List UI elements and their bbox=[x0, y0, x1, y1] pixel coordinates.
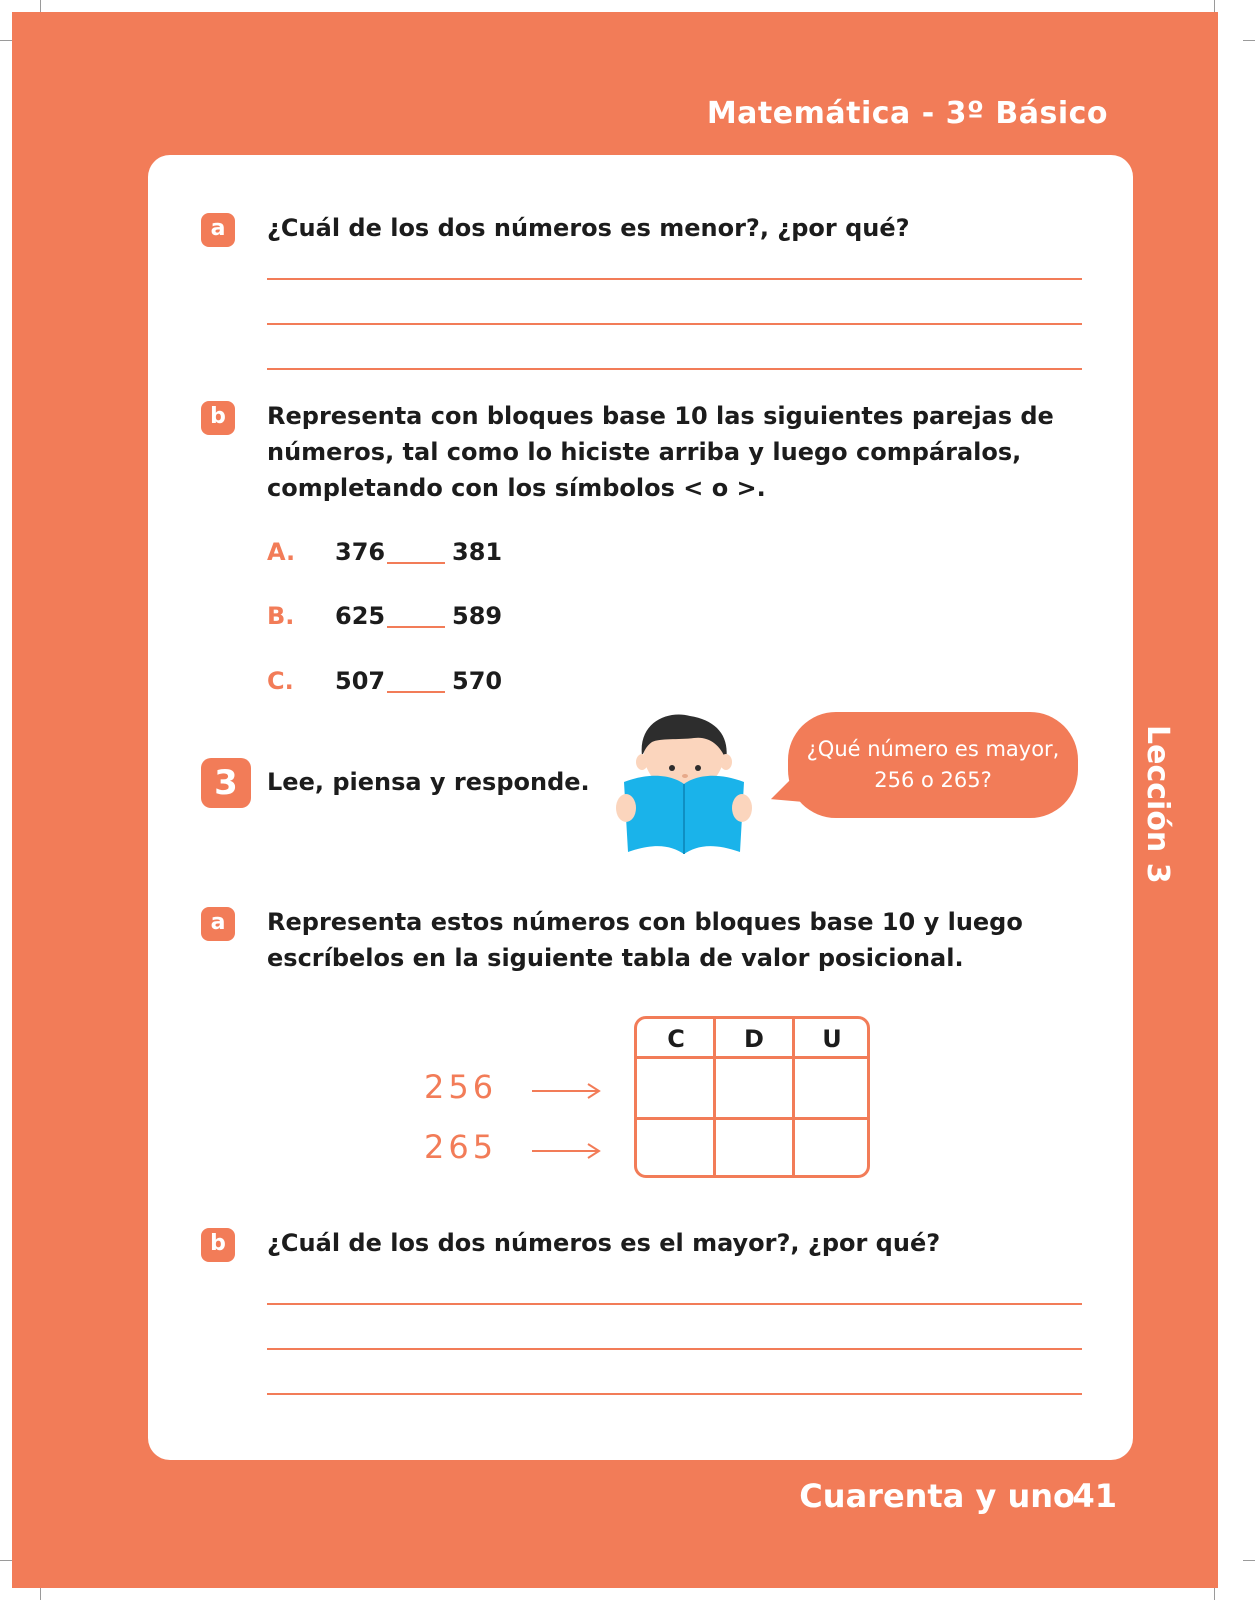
bubble-text-line1: ¿Qué número es mayor, bbox=[806, 737, 1060, 761]
option-left-number: 507 bbox=[335, 667, 386, 695]
answer-line[interactable] bbox=[267, 323, 1082, 325]
table-cell[interactable] bbox=[716, 1120, 792, 1178]
exercise-number-badge: 3 bbox=[201, 758, 251, 808]
instruction-compare-line2: números, tal como lo hiciste arriba y luego compáralos, bbox=[267, 438, 1022, 466]
option-right-number: 381 bbox=[452, 538, 503, 566]
crop-mark bbox=[0, 40, 12, 41]
instruction-compare-line3: completando con los símbolos < o >. bbox=[267, 474, 766, 502]
table-cell[interactable] bbox=[637, 1120, 713, 1178]
question-larger-number: ¿Cuál de los dos números es el mayor?, ¿por qué? bbox=[267, 1229, 941, 1257]
page-number: 41 bbox=[1072, 1477, 1117, 1515]
exercise-title: Lee, piensa y responde. bbox=[267, 768, 590, 796]
speech-bubble bbox=[788, 712, 1078, 818]
crop-mark bbox=[0, 1560, 12, 1561]
crop-mark bbox=[1243, 1560, 1255, 1561]
table-cell[interactable] bbox=[637, 1059, 713, 1117]
table-cell[interactable] bbox=[795, 1059, 870, 1117]
question-smaller-number: ¿Cuál de los dos números es menor?, ¿por qué? bbox=[267, 214, 910, 242]
option-letter: B. bbox=[267, 602, 295, 630]
lesson-side-tab: Lección 3 bbox=[1140, 725, 1175, 884]
number-label: 265 bbox=[424, 1128, 498, 1166]
number-label: 256 bbox=[424, 1068, 498, 1106]
option-letter: C. bbox=[267, 667, 294, 695]
page-header-title: Matemática - 3º Básico bbox=[706, 96, 1108, 131]
crop-mark bbox=[40, 0, 41, 12]
crop-mark bbox=[1214, 1588, 1215, 1600]
place-value-table bbox=[634, 1016, 870, 1178]
column-header-d: D bbox=[744, 1025, 764, 1053]
badge-b: b bbox=[201, 1228, 235, 1262]
bubble-text-line2: 256 o 265? bbox=[874, 768, 992, 792]
instruction-place-value-line2: escríbelos en la siguiente tabla de valor posicional. bbox=[267, 944, 964, 972]
option-right-number: 570 bbox=[452, 667, 503, 695]
column-header-u: U bbox=[822, 1025, 842, 1053]
crop-mark bbox=[1214, 0, 1215, 12]
symbol-blank[interactable] bbox=[387, 562, 445, 564]
table-cell[interactable] bbox=[795, 1120, 870, 1178]
instruction-compare-line1: Representa con bloques base 10 las siguientes parejas de bbox=[267, 402, 1054, 430]
crop-mark bbox=[1243, 40, 1255, 41]
page-footer-text: Cuarenta y uno bbox=[799, 1477, 1075, 1515]
symbol-blank[interactable] bbox=[387, 691, 445, 693]
arrow-right-icon bbox=[532, 1141, 602, 1161]
option-letter: A. bbox=[267, 538, 296, 566]
boy-reading-illustration bbox=[616, 712, 752, 858]
column-header-c: C bbox=[667, 1025, 685, 1053]
option-left-number: 625 bbox=[335, 602, 386, 630]
answer-line[interactable] bbox=[267, 1303, 1082, 1305]
answer-line[interactable] bbox=[267, 1393, 1082, 1395]
option-right-number: 589 bbox=[452, 602, 503, 630]
answer-line[interactable] bbox=[267, 368, 1082, 370]
answer-line[interactable] bbox=[267, 1348, 1082, 1350]
badge-a: a bbox=[201, 907, 235, 941]
symbol-blank[interactable] bbox=[387, 626, 445, 628]
crop-mark bbox=[40, 1588, 41, 1600]
instruction-place-value-line1: Representa estos números con bloques base 10 y luego bbox=[267, 908, 1023, 936]
table-cell[interactable] bbox=[716, 1059, 792, 1117]
arrow-right-icon bbox=[532, 1081, 602, 1101]
answer-line[interactable] bbox=[267, 278, 1082, 280]
badge-b: b bbox=[201, 401, 235, 435]
option-left-number: 376 bbox=[335, 538, 386, 566]
badge-a: a bbox=[201, 213, 235, 247]
